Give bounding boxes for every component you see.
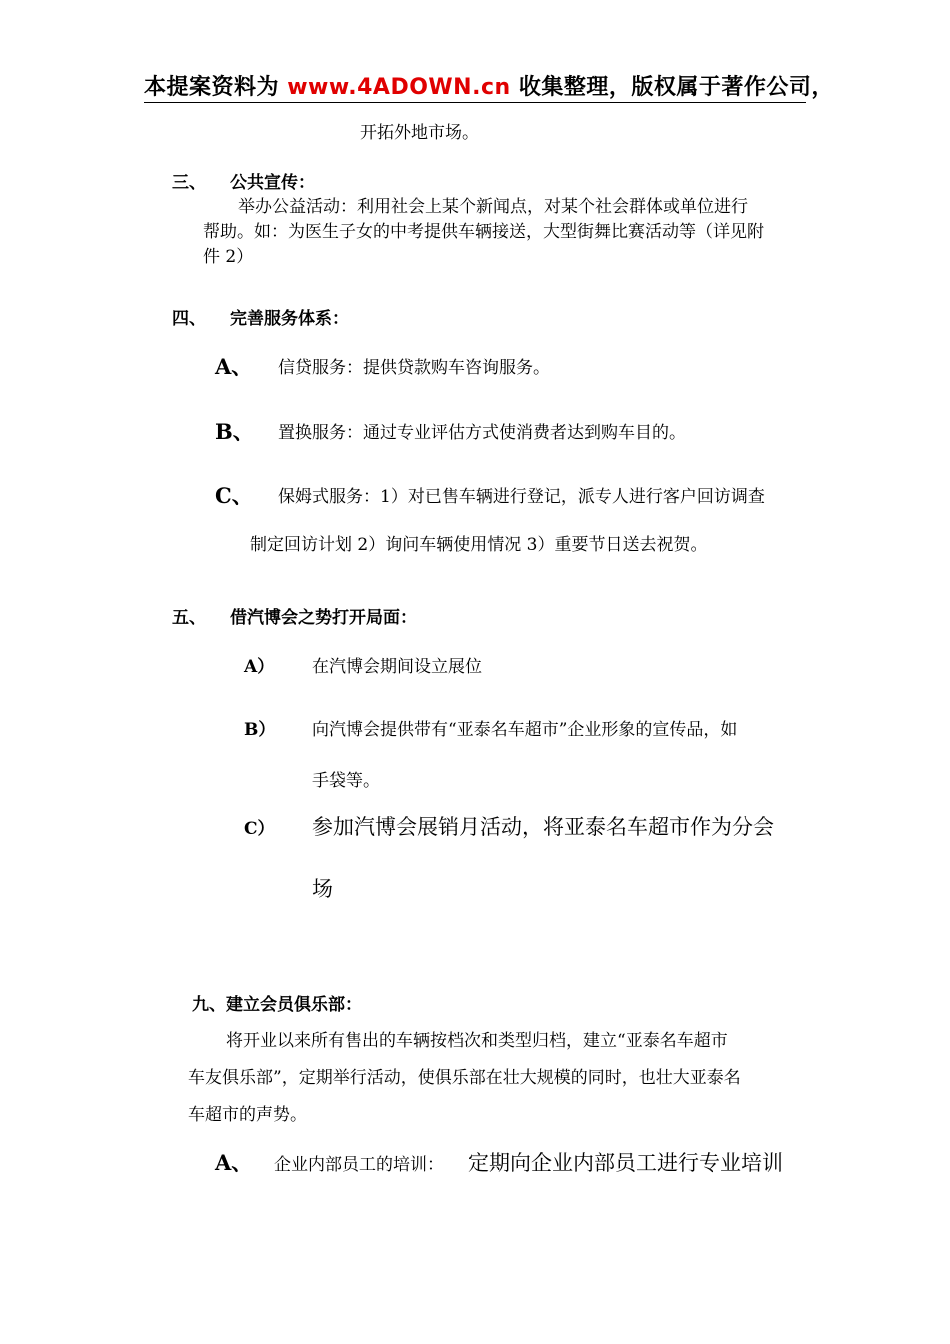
- section-3-number: 三、: [172, 173, 206, 193]
- section-4-item-c-continued: 制定回访计划 2）询问车辆使用情况 3）重要节日送去祝贺。: [250, 535, 708, 555]
- section-4-number: 四、: [172, 309, 206, 329]
- section-9-line-3: 车超市的声势。: [188, 1105, 307, 1125]
- section-4-item-a-label: A、: [215, 354, 253, 379]
- section-3-line-2: 帮助。如：为医生子女的中考提供车辆接送，大型街舞比赛活动等（详见附: [203, 222, 764, 242]
- continued-line: 开拓外地市场。: [360, 123, 479, 143]
- section-4-title: 完善服务体系：: [230, 309, 349, 329]
- page-header: [144, 70, 834, 101]
- section-9-item-a-text-a: 企业内部员工的培训：: [274, 1155, 444, 1175]
- section-5-item-c-continued: 场: [312, 877, 333, 901]
- section-4-item-c-text: 保姆式服务：1）对已售车辆进行登记，派专人进行客户回访调查: [278, 487, 765, 507]
- section-3-title: 公共宣传：: [230, 173, 315, 193]
- section-5-title: 借汽博会之势打开局面：: [230, 608, 417, 628]
- section-3-line-1: 举办公益活动：利用社会上某个新闻点，对某个社会群体或单位进行: [238, 197, 748, 217]
- section-9-line-2: 车友俱乐部”，定期举行活动，使俱乐部在壮大规模的同时，也壮大亚泰名: [188, 1068, 741, 1088]
- section-9-item-a-text-b: 定期向企业内部员工进行专业培训: [468, 1151, 783, 1175]
- section-5-item-c-text: 参加汽博会展销月活动，将亚泰名车超市作为分会: [312, 815, 774, 839]
- section-5-item-a-text: 在汽博会期间设立展位: [312, 657, 482, 677]
- section-4-item-a-text: 信贷服务：提供贷款购车咨询服务。: [278, 358, 550, 378]
- section-9-line-1: 将开业以来所有售出的车辆按档次和类型归档，建立“亚泰名车超市: [226, 1031, 728, 1051]
- section-5-item-b-label: B）: [244, 720, 276, 740]
- section-5-item-c-label: C）: [244, 819, 275, 839]
- section-9-item-a-label: A、: [215, 1150, 253, 1175]
- section-4-item-b-text: 置换服务：通过专业评估方式使消费者达到购车目的。: [278, 423, 686, 443]
- header-prefix: 本提案资料为: [144, 75, 280, 100]
- section-4-item-b-label: B、: [215, 419, 254, 444]
- header-suffix: 收集整理，版权属于著作公司，: [518, 75, 834, 100]
- section-5-number: 五、: [172, 608, 206, 628]
- section-5-item-b-continued: 手袋等。: [312, 771, 380, 791]
- header-url: www.4ADOWN.cn: [287, 75, 511, 100]
- section-5-item-a-label: A）: [244, 657, 275, 677]
- section-9-title: 九、建立会员俱乐部：: [192, 995, 362, 1015]
- section-5-item-b-text: 向汽博会提供带有“亚泰名车超市”企业形象的宣传品，如: [312, 720, 738, 740]
- section-4-item-c-label: C、: [215, 483, 253, 508]
- header-rule: [144, 102, 806, 103]
- section-3-line-3: 件 2）: [203, 247, 254, 267]
